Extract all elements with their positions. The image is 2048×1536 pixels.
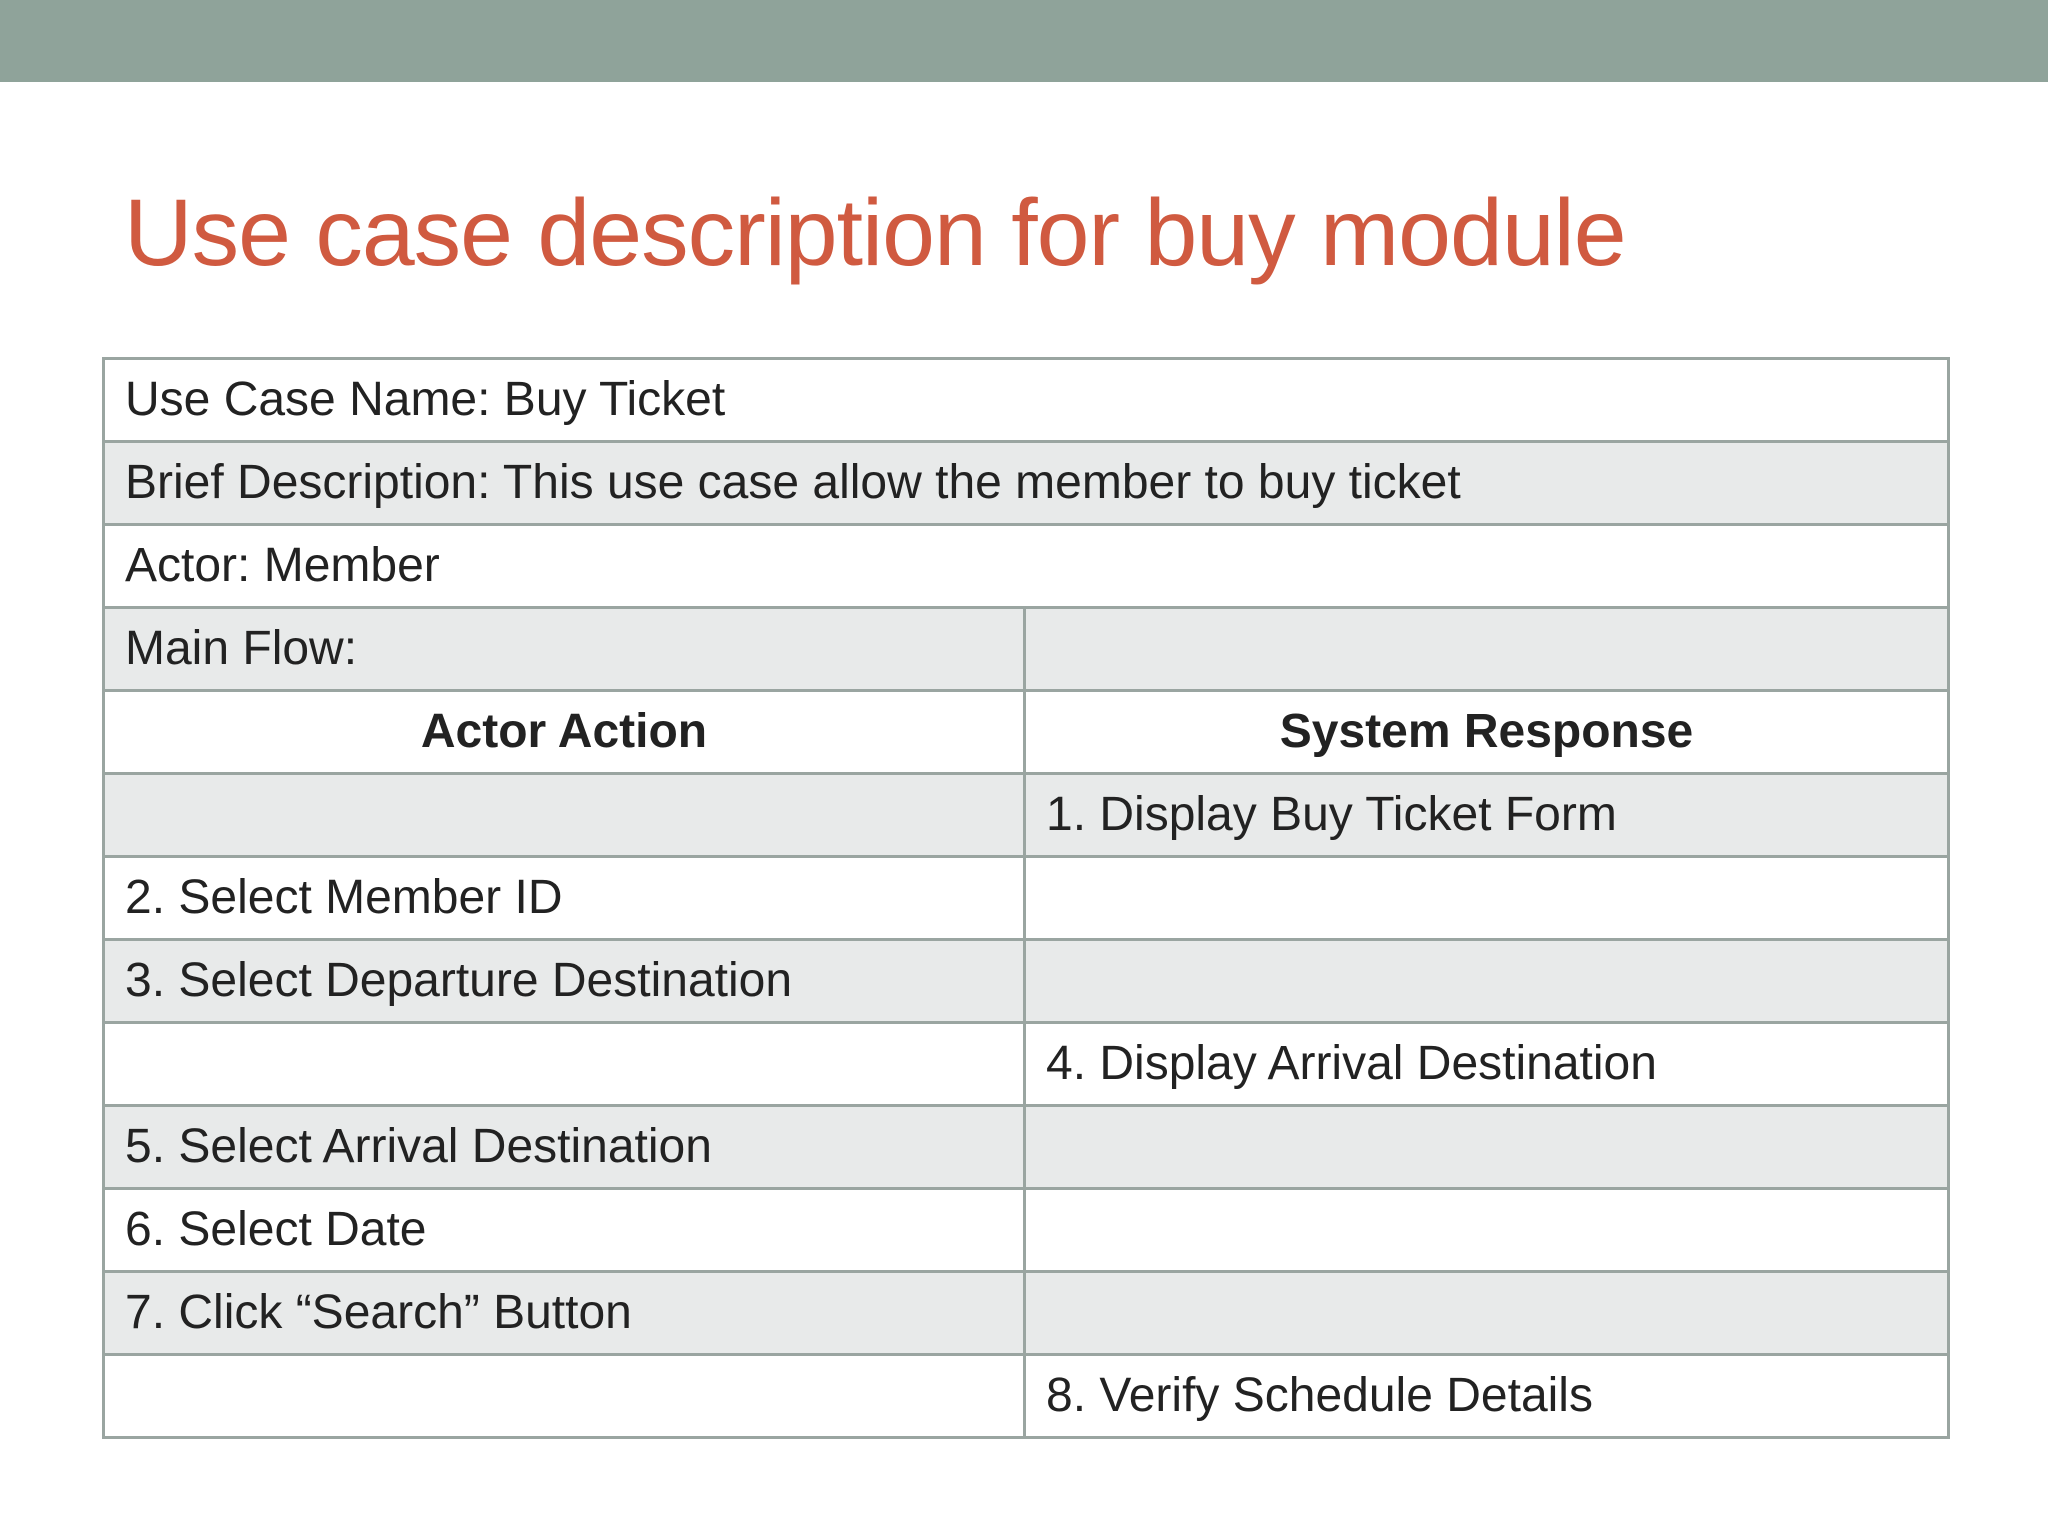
actor-action-cell: 2. Select Member ID — [104, 857, 1025, 940]
table-row — [104, 857, 1949, 940]
actor-action-cell — [104, 1023, 1025, 1106]
actor-action-cell: 6. Select Date — [104, 1189, 1025, 1272]
actor-action-cell: 5. Select Arrival Destination — [104, 1106, 1025, 1189]
system-response-cell: 4. Display Arrival Destination — [1025, 1023, 1949, 1106]
table-row — [104, 1272, 1949, 1355]
table-row — [104, 774, 1949, 857]
system-response-cell — [1025, 1189, 1949, 1272]
table-row — [104, 1189, 1949, 1272]
system-response-cell — [1025, 940, 1949, 1023]
actor-action-cell — [104, 1355, 1025, 1438]
system-response-header: System Response — [1025, 691, 1949, 774]
brief-description-cell: Brief Description: This use case allow the member to buy ticket — [104, 442, 1949, 525]
use-case-name-cell: Use Case Name: Buy Ticket — [104, 359, 1949, 442]
system-response-cell — [1025, 1106, 1949, 1189]
actor-action-cell: 3. Select Departure Destination — [104, 940, 1025, 1023]
actor-action-header: Actor Action — [104, 691, 1025, 774]
slide-top-bar — [0, 0, 2048, 82]
table-row — [104, 940, 1949, 1023]
main-flow-row — [104, 608, 1949, 691]
system-response-cell: 1. Display Buy Ticket Form — [1025, 774, 1949, 857]
system-response-cell: 8. Verify Schedule Details — [1025, 1355, 1949, 1438]
table-row — [104, 1023, 1949, 1106]
main-flow-empty-cell — [1025, 608, 1949, 691]
table-row — [104, 1355, 1949, 1438]
main-flow-cell: Main Flow: — [104, 608, 1025, 691]
actor-action-cell: 7. Click “Search” Button — [104, 1272, 1025, 1355]
use-case-name-row — [104, 359, 1949, 442]
actor-row — [104, 525, 1949, 608]
table-row — [104, 1106, 1949, 1189]
brief-description-row — [104, 442, 1949, 525]
header-row — [104, 691, 1949, 774]
actor-cell: Actor: Member — [104, 525, 1949, 608]
actor-action-cell — [104, 774, 1025, 857]
use-case-table — [102, 357, 1950, 1439]
system-response-cell — [1025, 857, 1949, 940]
system-response-cell — [1025, 1272, 1949, 1355]
slide-title: Use case description for buy module — [124, 180, 1626, 286]
